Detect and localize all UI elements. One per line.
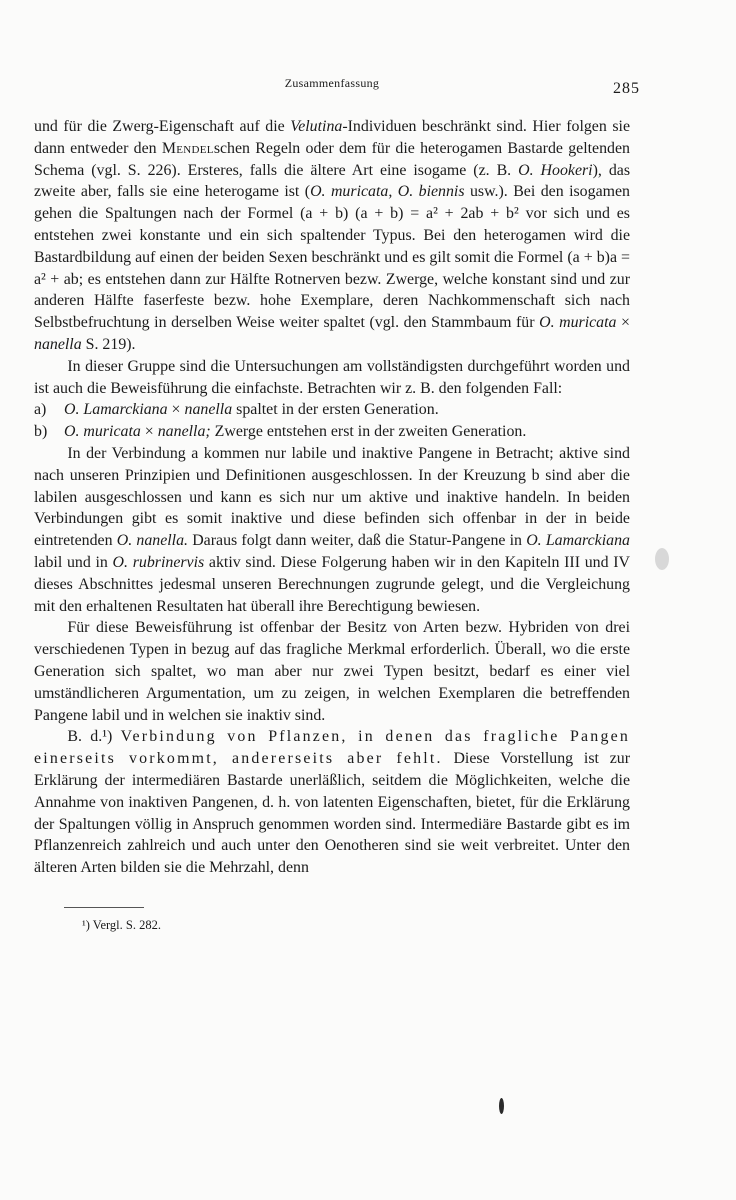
italic-text: O. Lamarckiana	[526, 532, 630, 550]
text-segment: spaltet in der ersten Generation.	[232, 401, 439, 419]
italic-text: Velutina	[290, 118, 343, 135]
italic-text: O. muricata	[64, 423, 141, 441]
paragraph	[34, 443, 630, 617]
text-segment: usw.). Bei den isogamen gehen die Spaltungen nach der Formel (a + b) (a + b) = a² + 2ab + b² vor sich und es entstehen zwei konstante und ein sich spaltender Typus. Bei den heterogamen wird die Bastardbildung auf einen der beiden Sexen beschränkt und es gilt somit die Formel (a + b)a = a² + ab; es entstehen dann zur Hälfte Rotnerven bezw. Zwerge, welche konstant sind und zur anderen Hälfte faserfeste bezw. hohe Exemplare, deren Nachkommenschaft sich nach Selbstbefruchtung in derselben Weise weiter spaltet (vgl. den Stammbaum für	[34, 183, 630, 332]
paragraphs-before-list	[34, 116, 630, 399]
case-list	[34, 399, 630, 443]
text-segment: labil und in	[34, 553, 113, 571]
page-number: 285	[613, 80, 640, 97]
text-segment: S. 219).	[81, 335, 136, 353]
text-segment: schen Regeln oder dem für die heterogamen Bastarde geltenden Schema (vgl. S. 226). Ersteres, falls die ältere Art eine isogame (z. B.	[34, 139, 630, 179]
footnote-rule	[64, 907, 144, 908]
text-segment: Daraus folgt dann weiter, daß die Statur-Pangene in	[188, 532, 527, 550]
text-segment: -Individuen beschränkt sind. Hier folgen sie dann entweder den	[34, 118, 630, 157]
ink-spot	[499, 1098, 504, 1114]
italic-text: O. rubrinervis	[112, 553, 205, 571]
paragraph	[34, 356, 630, 400]
italic-text: O. Hookeri	[518, 161, 593, 179]
paragraph	[34, 617, 630, 726]
running-title: Zusammenfassung	[284, 76, 380, 90]
text-segment: Zwerge entstehen erst in der zweiten Generation.	[210, 423, 527, 441]
text-segment: und für die Zwerg-Eigenschaft auf die	[34, 118, 291, 135]
text-segment: ×	[616, 314, 630, 332]
body-text	[34, 116, 630, 879]
italic-text: nanella	[184, 401, 233, 419]
text-segment: ×	[140, 423, 158, 441]
paragraph	[34, 116, 630, 356]
list-item-text	[64, 399, 630, 421]
book-page	[34, 70, 640, 933]
text-segment: ), das zweite aber, falls sie eine heterogame ist (	[34, 161, 631, 201]
text-segment: Diese Vorstellung ist zur Erklärung der intermediären Bastarde unerläßlich, seitdem die Möglichkeiten, welche die Annahme von inaktiven Pangenen, d. h. von latenten Eigenschaften, bietet, für die Erklärung der Spaltungen völlig in Anspruch genommen worden sind. Intermediäre Bastarde gibt es im Pflanzenreich zahlreich und auch unter den Oenotheren sind sie weit verbreitet. Unter den älteren Arten bilden sie die Mehrzahl, denn	[34, 750, 630, 877]
italic-text: nanella	[34, 335, 82, 353]
text-segment: aktiv sind. Diese Folgerung haben wir in den Kapiteln III und IV dieses Abschnittes jedesmal unseren Berechnungen zugrunde gelegt, und die Vergleichung mit den erhaltenen Resultaten hat überall ihre Berechtigung bewiesen.	[34, 553, 630, 615]
text-segment: In dieser Gruppe sind die Untersuchungen am vollständigsten durchgeführt worden und ist auch die Beweisführung die einfachste. Betrachten wir z. B. den folgenden Fall:	[34, 357, 630, 397]
footnote: ¹) Vergl. S. 282.	[82, 917, 161, 932]
italic-text: O. muricata	[539, 314, 617, 332]
italic-text: O. muricata, O. biennis	[310, 183, 465, 201]
italic-text: O. nanella.	[116, 532, 189, 550]
list-item	[34, 399, 630, 421]
list-marker: a)	[34, 401, 47, 419]
paragraph	[34, 726, 630, 879]
text-segment: Mendel	[161, 139, 214, 157]
list-item-text	[64, 421, 630, 443]
text-segment: Für diese Beweisführung ist offenbar der Besitz von Arten bezw. Hybriden von drei verschiedenen Typen in bezug auf das fragliche Merkmal erforderlich. Überall, wo die erste Generation sich spaltet, wo man aber nur zwei Typen besitzt, bedarf es einer viel umständlicheren Argumentation, um zu zeigen, in welchen Exemplaren die betreffenden Pangene labil und in welchen sie inaktiv sind.	[34, 619, 630, 724]
text-segment: In der Verbindung a kommen nur labile und inaktive Pangene in Betracht; aktive sind nach unseren Prinzipien und Definitionen ausgeschlossen. In der Kreuzung b sind aber die labilen ausgeschlossen und kann es sich nur um aktive und inaktive handeln. In beiden Verbindungen gibt es somit inaktive und diese befinden sich offenbar in der in beide eintretenden	[34, 444, 630, 550]
italic-text: O. Lamarckiana	[64, 401, 168, 419]
running-header	[34, 70, 640, 100]
text-segment: Verbindung von Pflanzen, in denen das fragliche Pangen einerseits vorkommt, andererseits aber fehlt.	[34, 728, 630, 768]
paragraphs-after-list	[34, 443, 630, 879]
ink-spot	[655, 548, 669, 570]
text-segment: ×	[167, 401, 185, 419]
italic-text: nanella;	[157, 423, 211, 441]
text-segment: B. d.¹)	[67, 728, 121, 746]
list-marker: b)	[34, 423, 48, 441]
list-item	[34, 421, 630, 443]
